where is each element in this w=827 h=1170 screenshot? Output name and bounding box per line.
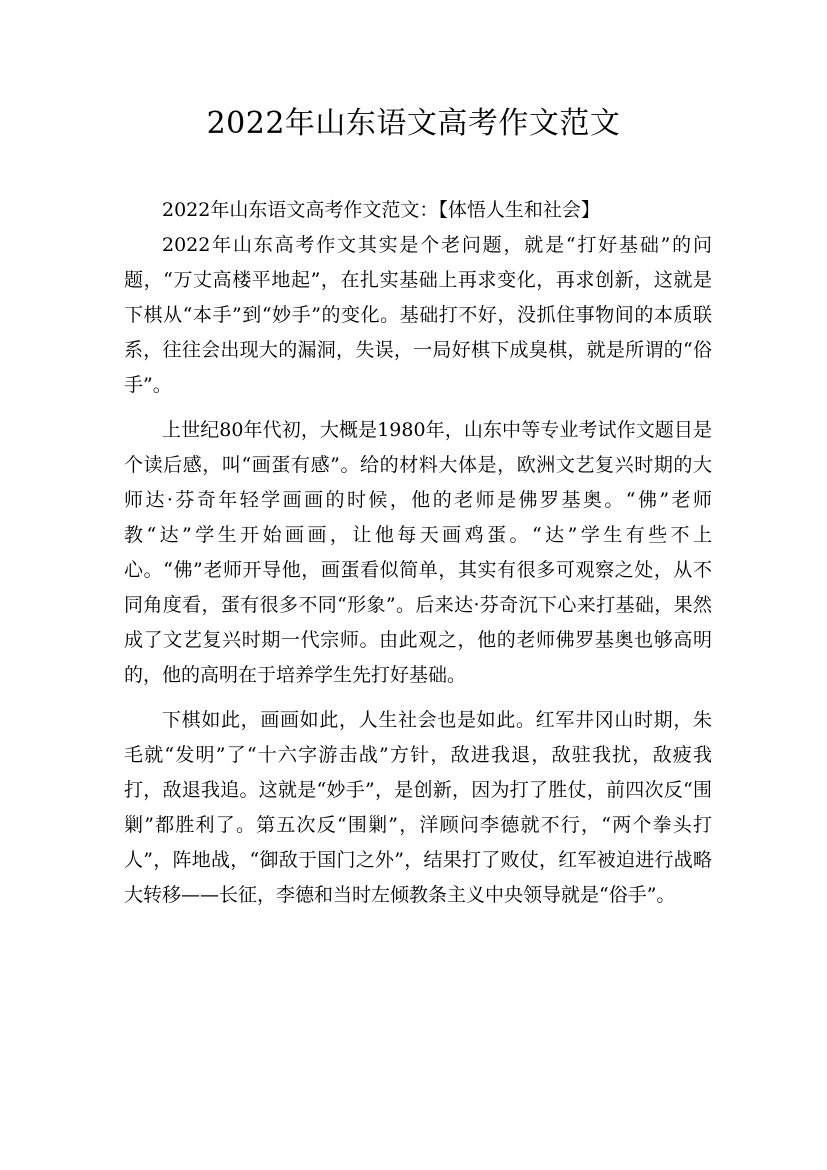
document-title: 2022年山东语文高考作文范文 xyxy=(206,106,621,141)
paragraph-egg-drawing: 上世纪80年代初，大概是1980年，山东中等专业考试作文题目是个读后感，叫“画蛋有感”。给的材料大体是，欧洲文艺复兴时期的大师达·芬奇年轻学画画的时候，他的老师是佛罗基奥。“佛”老师教“达”学生开始画画，让他每天画鸡蛋。“达”学生有些不上心。“佛”老师开导他，画蛋看似简单，其实有很多可观察之处，从不同角度看，蛋有很多不同“形象”。后来达·芬奇沉下心来打基础，果然成了文艺复兴时期一代宗师。由此观之，他的老师佛罗基奥也够高明的，他的高明在于培养学生先打好基础。 xyxy=(124,419,712,686)
paragraph-red-army: 下棋如此，画画如此，人生社会也是如此。红军井冈山时期，朱毛就“发明”了“十六字游击战”方针，敌进我退，敌驻我扰，敌疲我打，敌退我追。这就是“妙手”，是创新，因为打了胜仗，前四次反“围剿”都胜利了。第五次反“围剿”，洋顾问李德就不行，“两个拳头打人”，阵地战，“御敌于国门之外”，结果打了败仗，红军被迫进行战略大转移——长征，李德和当时左倾教条主义中央领导就是“俗手”。 xyxy=(124,709,712,906)
document-body xyxy=(124,193,712,923)
document-subtitle: 2022年山东语文高考作文范文：【体悟人生和社会】 xyxy=(162,199,600,221)
paragraph-basics: 2022年山东高考作文其实是个老问题，就是“打好基础”的问题，“万丈高楼平地起”，在扎实基础上再求变化，再求创新，这就是下棋从“本手”到“妙手”的变化。基础打不好，没抓住事物间的本质联系，往往会出现大的漏洞，失误，一局好棋下成臭棋，就是所谓的“俗手”。 xyxy=(124,234,712,396)
